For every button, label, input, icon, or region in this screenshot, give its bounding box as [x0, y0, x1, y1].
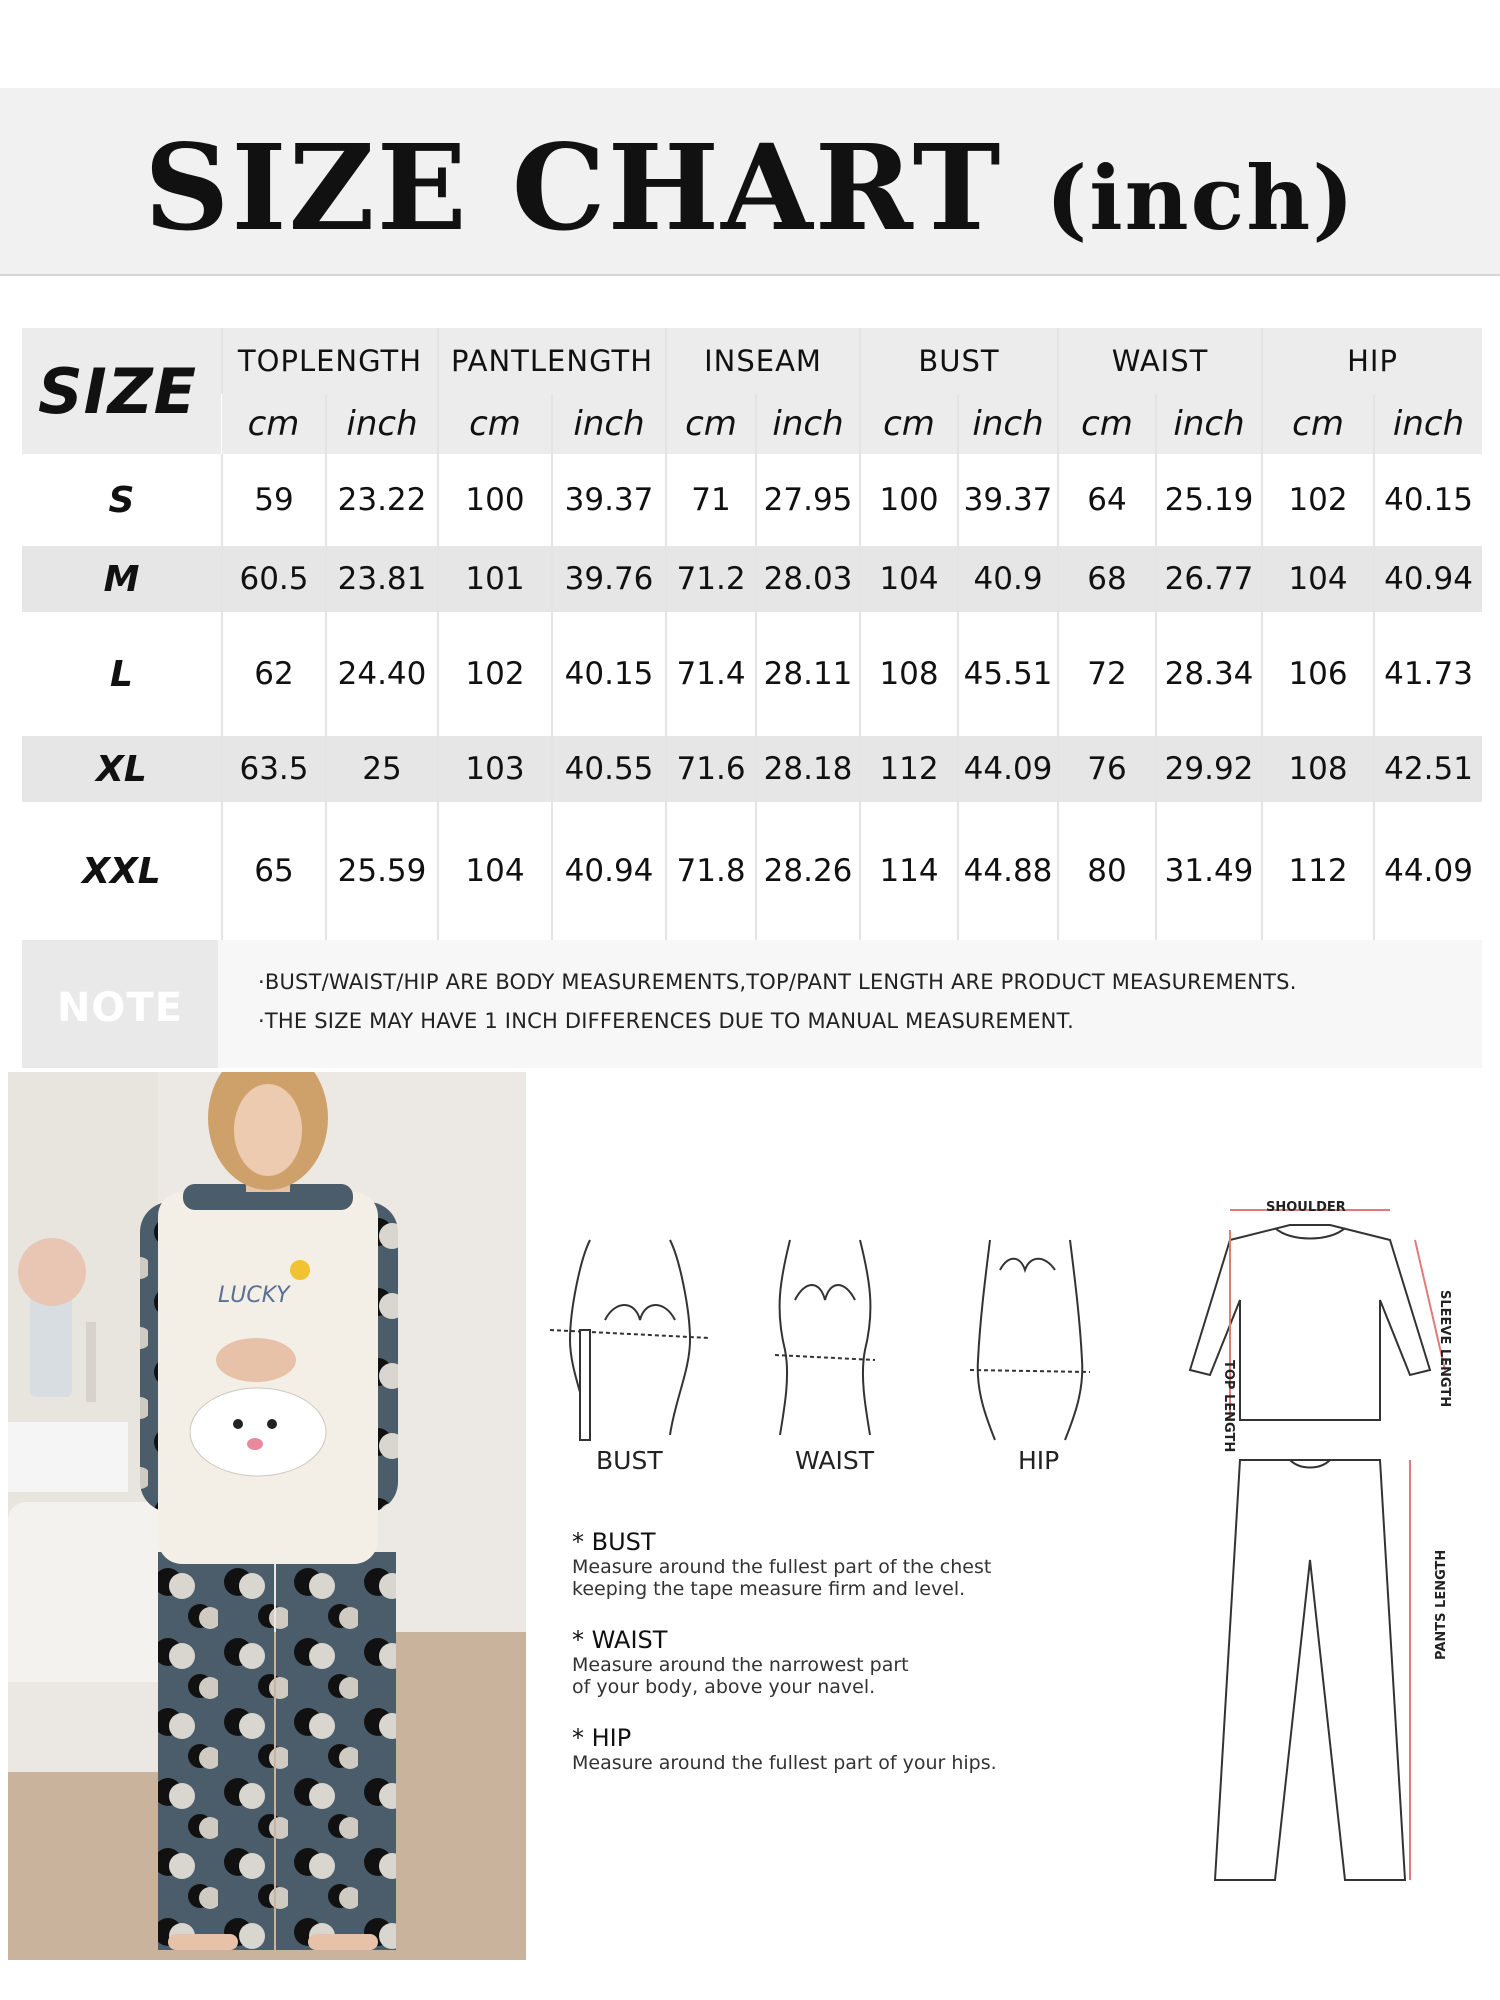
guide-waist-line: of your body, above your navel. — [572, 1676, 876, 1698]
table-cell: 28.03 — [756, 546, 860, 612]
table-cell: 104 — [438, 802, 552, 940]
note-line: ·THE SIZE MAY HAVE 1 INCH DIFFERENCES DUE TO MANUAL MEASUREMENT. — [258, 1009, 1074, 1033]
table-row — [22, 546, 1482, 612]
table-cell: 42.51 — [1374, 736, 1482, 802]
table-cell: 59 — [222, 454, 326, 546]
unit-inch: inch — [1374, 394, 1482, 454]
note-label: NOTE — [56, 985, 184, 1031]
unit-cm: cm — [666, 394, 756, 454]
table-cell: 40.15 — [552, 612, 666, 736]
table-cell: 40.9 — [958, 546, 1058, 612]
header-pantlength: PANTLENGTH — [438, 328, 666, 394]
size-label: XXL — [82, 850, 161, 892]
table-cell: 63.5 — [222, 736, 326, 802]
header-inseam: INSEAM — [666, 328, 860, 394]
table-cell: 71.8 — [666, 802, 756, 940]
guide-bust-line: keeping the tape measure firm and level. — [572, 1578, 966, 1600]
unit-cm: cm — [247, 404, 300, 444]
table-header-groups — [22, 328, 1482, 394]
size-label: M — [103, 558, 140, 600]
table-cell: 28.11 — [756, 612, 860, 736]
table-cell: 101 — [438, 546, 552, 612]
page-title — [0, 118, 1500, 257]
unit-inch: inch — [756, 394, 860, 454]
table-row — [22, 802, 1482, 940]
table-cell: 45.51 — [958, 612, 1058, 736]
table-cell: 104 — [860, 546, 958, 612]
unit-inch: inch — [326, 394, 438, 454]
table-cell: 108 — [860, 612, 958, 736]
table-cell: 112 — [1262, 802, 1374, 940]
guide-waist-title: * WAIST — [572, 1626, 668, 1654]
table-cell: 68 — [1058, 546, 1156, 612]
table-cell: 104 — [1262, 546, 1374, 612]
table-cell: 40.94 — [1374, 546, 1482, 612]
table-cell: 64 — [1058, 454, 1156, 546]
unit-cm: cm — [438, 394, 552, 454]
table-cell: 29.92 — [1156, 736, 1262, 802]
table-cell: 28.34 — [1156, 612, 1262, 736]
table-row — [22, 612, 1482, 736]
unit-inch: inch — [552, 394, 666, 454]
size-label: L — [110, 653, 133, 695]
table-row — [22, 454, 1482, 546]
table-cell: 39.76 — [552, 546, 666, 612]
waist-figure-label: WAIST — [795, 1446, 874, 1475]
header-hip: HIP — [1262, 328, 1482, 394]
bust-figure-label: BUST — [596, 1446, 663, 1475]
size-label: S — [108, 479, 135, 521]
table-header-units — [22, 394, 1482, 454]
header-toplength: TOPLENGTH — [222, 328, 438, 394]
header-waist: WAIST — [1058, 328, 1262, 394]
table-cell: 112 — [860, 736, 958, 802]
table-cell: 41.73 — [1374, 612, 1482, 736]
table-cell: 102 — [1262, 454, 1374, 546]
table-cell: 71.6 — [666, 736, 756, 802]
table-cell: 24.40 — [326, 612, 438, 736]
unit-cm: cm — [860, 394, 958, 454]
unit-cm: cm — [1058, 394, 1156, 454]
guide-bust-line: Measure around the fullest part of the chest — [572, 1556, 992, 1578]
size-label: XL — [96, 748, 147, 790]
table-cell: 76 — [1058, 736, 1156, 802]
model-photo — [8, 1072, 526, 1960]
table-cell: 25 — [326, 736, 438, 802]
guide-hip-line: Measure around the fullest part of your hips. — [572, 1752, 997, 1774]
table-cell: 23.22 — [326, 454, 438, 546]
table-cell: 71.2 — [666, 546, 756, 612]
hip-figure-label: HIP — [1018, 1446, 1060, 1475]
unit-inch: inch — [1156, 394, 1262, 454]
shoulder-label: SHOULDER — [1266, 1200, 1346, 1215]
table-cell: 39.37 — [958, 454, 1058, 546]
table-cell: 44.09 — [958, 736, 1058, 802]
sleeve-length-label: SLEEVE LENGTH — [1437, 1290, 1452, 1408]
table-cell: 72 — [1058, 612, 1156, 736]
guide-waist-line: Measure around the narrowest part — [572, 1654, 909, 1676]
title-main: SIZE CHART — [144, 118, 1003, 257]
table-cell: 28.26 — [756, 802, 860, 940]
table-cell: 71.4 — [666, 612, 756, 736]
table-cell: 39.37 — [552, 454, 666, 546]
table-cell: 25.19 — [1156, 454, 1262, 546]
table-cell: 80 — [1058, 802, 1156, 940]
top-length-label: TOP LENGTH — [1221, 1360, 1236, 1453]
unit-cm: cm — [1262, 394, 1374, 454]
table-cell: 28.18 — [756, 736, 860, 802]
table-cell: 103 — [438, 736, 552, 802]
size-table — [22, 328, 1482, 940]
table-cell: 27.95 — [756, 454, 860, 546]
table-cell: 40.55 — [552, 736, 666, 802]
pants-length-label: PANTS LENGTH — [1434, 1549, 1449, 1660]
table-cell: 102 — [438, 612, 552, 736]
table-row — [22, 736, 1482, 802]
table-cell: 108 — [1262, 736, 1374, 802]
table-cell: 23.81 — [326, 546, 438, 612]
table-cell: 60.5 — [222, 546, 326, 612]
table-cell: 44.09 — [1374, 802, 1482, 940]
top-band — [0, 0, 1500, 88]
table-cell: 100 — [860, 454, 958, 546]
header-bust: BUST — [860, 328, 1058, 394]
table-cell: 71 — [666, 454, 756, 546]
table-cell: 106 — [1262, 612, 1374, 736]
lucky-print: LUCKY — [218, 1283, 290, 1308]
table-cell: 62 — [222, 612, 326, 736]
note-text-box — [218, 940, 1482, 1068]
size-column-header: SIZE — [38, 354, 198, 428]
table-cell: 65 — [222, 802, 326, 940]
title-divider — [0, 274, 1500, 276]
guide-bust-title: * BUST — [572, 1528, 656, 1556]
table-cell: 31.49 — [1156, 802, 1262, 940]
note-line: ·BUST/WAIST/HIP ARE BODY MEASUREMENTS,TOP/PANT LENGTH ARE PRODUCT MEASUREMENTS. — [258, 970, 1297, 994]
unit-inch: inch — [958, 394, 1058, 454]
guide-hip-title: * HIP — [572, 1724, 632, 1752]
title-unit: (inch) — [1045, 146, 1356, 250]
table-cell: 40.94 — [552, 802, 666, 940]
table-cell: 100 — [438, 454, 552, 546]
table-cell: 25.59 — [326, 802, 438, 940]
table-cell: 40.15 — [1374, 454, 1482, 546]
table-cell: 114 — [860, 802, 958, 940]
table-cell: 26.77 — [1156, 546, 1262, 612]
table-cell: 44.88 — [958, 802, 1058, 940]
